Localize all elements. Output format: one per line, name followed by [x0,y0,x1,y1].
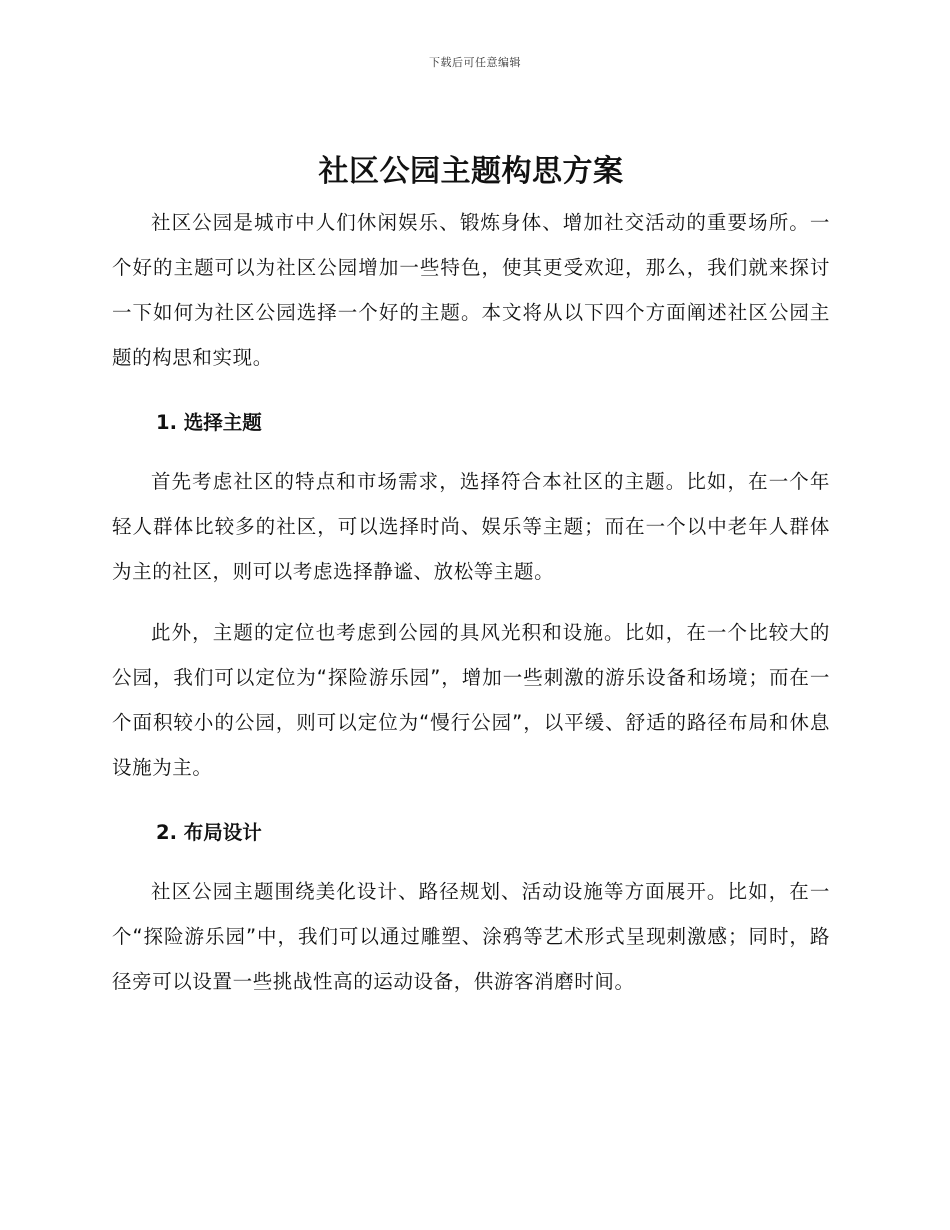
section-1-paragraph-1: 首先考虑社区的特点和市场需求，选择符合本社区的主题。比如，在一个年轻人群体比较多的社区，可以选择时尚、娱乐等主题；而在一个以中老年人群体为主的社区，则可以考虑选择静谧、放松等主题。 [112,470,830,583]
section-1-paragraph-2: 此外，主题的定位也考虑到公园的具风光积和设施。比如，在一个比较大的公园，我们可以定位为“探险游乐园”，增加一些刺激的游乐设备和场境；而在一个面积较小的公园，则可以定位为“慢行公园”，以平缓、舒适的路径布局和休息设施为主。 [112,621,830,779]
section-2-paragraph-1: 社区公园主题围绕美化设计、路径规划、活动设施等方面展开。比如，在一个“探险游乐园”中，我们可以通过雕塑、涂鸦等艺术形式呈现刺激感；同时，路径旁可以设置一些挑战性高的运动设备，供游客消磨时间。 [112,880,830,993]
page-header-note: 下载后可任意编辑 [429,56,521,69]
document-title: 社区公园主题构思方案 [318,154,624,189]
section-heading-layout-design: 2. 布局设计 [156,821,262,844]
document-body [112,150,830,1004]
intro-paragraph: 社区公园是城市中人们休闲娱乐、锻炼身体、增加社交活动的重要场所。一个好的主题可以为社区公园增加一些特色，使其更受欢迎，那么，我们就来探讨一下如何为社区公园选择一个好的主题。本文将从以下四个方面阐述社区公园主题的构思和实现。 [112,211,830,369]
section-heading-choose-theme: 1. 选择主题 [156,411,262,434]
